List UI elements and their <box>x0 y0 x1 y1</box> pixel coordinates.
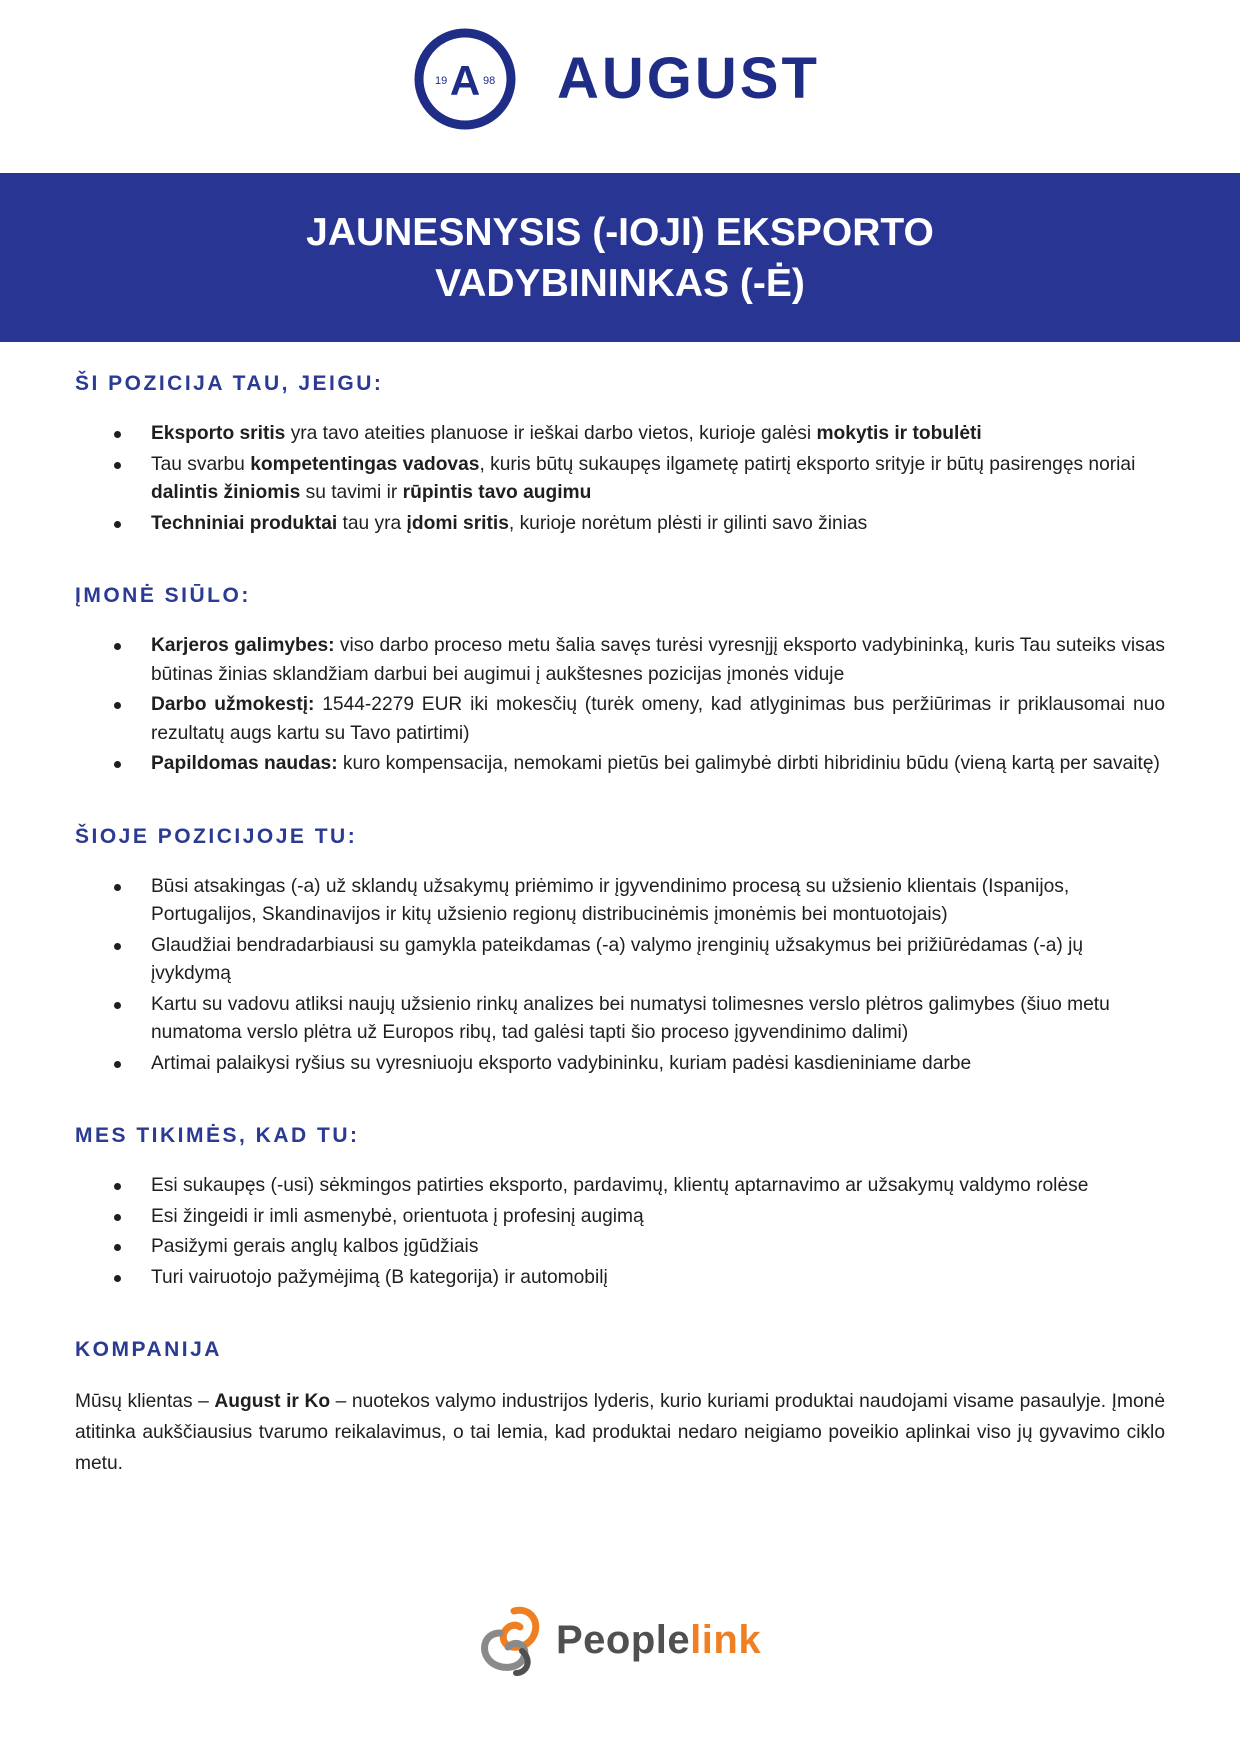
august-logo <box>413 27 820 131</box>
list-item: Esi žingeidi ir imli asmenybė, orientuota į profesinį augimą <box>75 1203 1165 1232</box>
bullet-list <box>75 873 1165 1079</box>
august-wordmark: AUGUST <box>557 46 820 111</box>
bullet-list <box>75 632 1165 779</box>
list-item: Esi sukaupęs (-usi) sėkmingos patirties eksporto, pardavimų, klientų aptarnavimo ar užsakymų valdymo rolėse <box>75 1172 1165 1201</box>
peoplelink-word-link: link <box>690 1618 762 1662</box>
emphasis-text: įdomi sritis <box>406 512 509 534</box>
section-responsibilities <box>75 823 1165 1079</box>
company-description: Mūsų klientas – August ir Ko – nuotekos valymo industrijos lyderis, kurio kuriami produktai naudojami visame pasaulyje. Įmonė atitinka aukščiausius tvarumo reikalavimus, o tai lemia, kad produktai nedaro neigiamo poveikio aplinkai viso jų gyvavimo ciklo metu. <box>75 1391 1165 1474</box>
section-requirements-fit <box>75 370 1165 538</box>
job-title-line-2: VADYBININKAS (-Ė) <box>435 261 805 305</box>
list-item: Techniniai produktai tau yra įdomi sritis, kurioje norėtum plėsti ir gilinti savo žinias <box>75 510 1165 539</box>
emphasis-text: Karjeros galimybes: <box>151 635 335 656</box>
list-item: Kartu su vadovu atliksi naujų užsienio rinkų analizes bei numatysi tolimesnes verslo plėtros galimybes (šiuo metu numatoma verslo plėtra už Europos ribų, tad galėsi tapti šio proceso įgyvendinimo dalimi) <box>75 991 1165 1048</box>
emphasis-text: rūpintis tavo augimu <box>402 482 592 503</box>
emphasis-text: August ir Ko <box>214 1391 331 1412</box>
emphasis-text: Papildomas naudas: <box>151 753 338 774</box>
emphasis-text: Darbo užmokestį: <box>151 694 315 715</box>
list-item: Papildomas naudas: kuro kompensacija, nemokami pietūs bei galimybė dirbti hibridiniu būdu (vieną kartą per savaitę) <box>75 750 1165 779</box>
bullet-list <box>75 1172 1165 1292</box>
list-item: Tau svarbu kompetentingas vadovas, kuris būtų sukaupęs ilgametę patirtį eksporto srityje ir būtų pasirengęs noriai dalintis žiniomis su tavimi ir rūpintis tavo augimu <box>75 451 1165 508</box>
emphasis-text: kompetentingas vadovas <box>250 453 480 475</box>
emphasis-text: dalintis žiniomis <box>151 482 301 503</box>
bullet-list <box>75 420 1165 538</box>
peoplelink-word-people: People <box>556 1618 691 1662</box>
section-title: MES TIKIMĖS, KAD TU: <box>75 1124 360 1147</box>
peoplelink-wordmark <box>556 1620 761 1660</box>
list-item: Karjeros galimybes: viso darbo proceso metu šalia savęs turėsi vyresnįjį eksporto vadybininką, kuris Tau suteiks visas būtinas žinias sklandžiam darbui bei augimui į aukštesnes pozicijas įmonės viduje <box>75 632 1165 689</box>
section-expectations <box>75 1122 1165 1292</box>
peoplelink-mark-icon <box>478 1603 544 1677</box>
list-item: Pasižymi gerais anglų kalbos įgūdžiais <box>75 1233 1165 1262</box>
list-item: Artimai palaikysi ryšius su vyresniuoju eksporto vadybininku, kuriam padėsi kasdieniniame darbe <box>75 1050 1165 1079</box>
list-item: Eksporto sritis yra tavo ateities planuose ir ieškai darbo vietos, kurioje galėsi mokytis ir tobulėti <box>75 420 1165 449</box>
section-company-offers <box>75 582 1165 779</box>
section-company <box>75 1336 1165 1479</box>
emphasis-text: Techniniai produktai <box>151 512 338 534</box>
seal-year-right: 98 <box>483 75 496 87</box>
seal-year-left: 19 <box>435 75 448 87</box>
list-item: Būsi atsakingas (-a) už sklandų užsakymų priėmimo ir įgyvendinimo procesą su užsienio klientais (Ispanijos, Portugalijos, Skandinavijos ir kitų užsienio regionų distribucinėmis įmonėmis bei montuotojais) <box>75 873 1165 930</box>
list-item: Glaudžiai bendradarbiausi su gamykla pateikdamas (-a) valymo įrenginių užsakymus bei prižiūrėdamas (-a) jų įvykdymą <box>75 932 1165 989</box>
section-title: ŠI POZICIJA TAU, JEIGU: <box>75 372 384 395</box>
section-title: ŠIOJE POZICIJOJE TU: <box>75 824 358 848</box>
seal-letter: A <box>449 57 481 104</box>
job-description <box>75 370 1165 1523</box>
section-title: KOMPANIJA <box>75 1338 222 1361</box>
august-seal-icon <box>413 27 517 131</box>
list-item: Turi vairuotojo pažymėjimą (B kategorija) ir automobilį <box>75 1264 1165 1293</box>
section-title: ĮMONĖ SIŪLO: <box>75 584 251 607</box>
job-title-line-1: JAUNESNYSIS (-IOJI) EKSPORTO <box>306 210 934 254</box>
title-banner <box>0 173 1240 342</box>
emphasis-text: mokytis ir tobulėti <box>816 423 982 444</box>
emphasis-text: Eksporto sritis <box>151 423 286 444</box>
peoplelink-logo <box>478 1600 761 1680</box>
list-item: Darbo užmokestį: 1544-2279 EUR iki mokesčių (turėk omeny, kad atlyginimas bus peržiūrimas ir priklausomai nuo rezultatų augs kartu su Tavo patirtimi) <box>75 691 1165 748</box>
